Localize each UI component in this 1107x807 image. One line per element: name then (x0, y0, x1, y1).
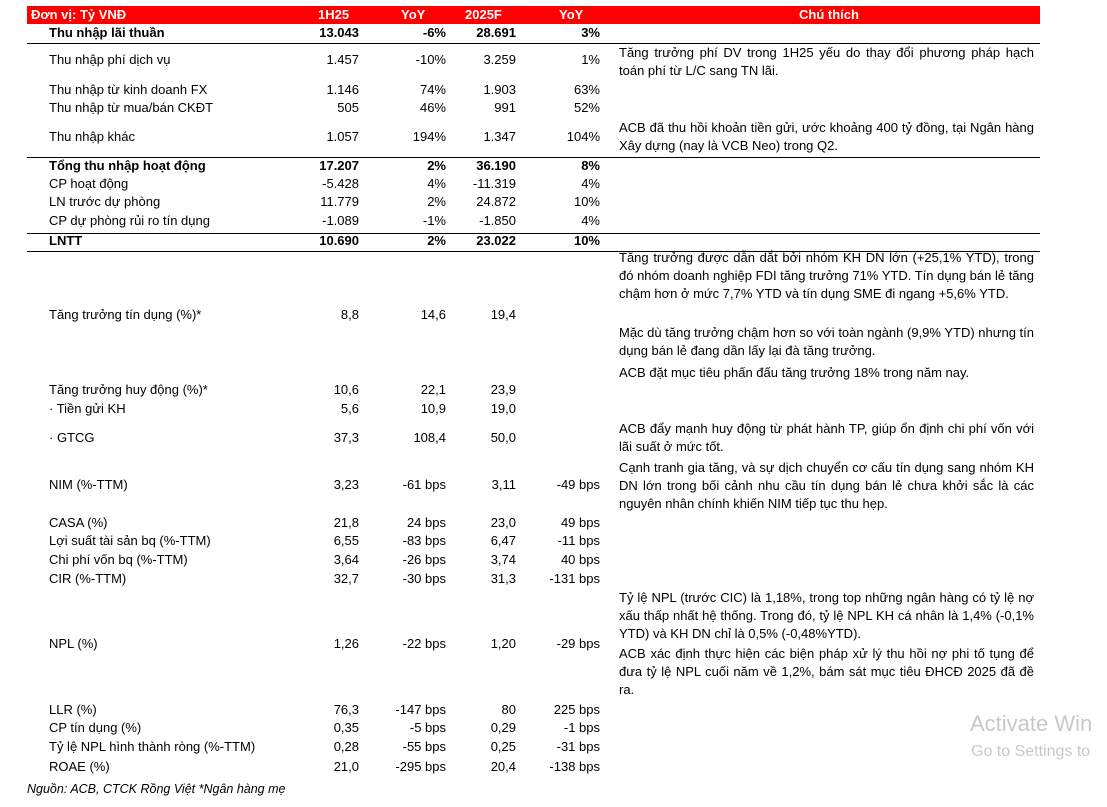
row-label: CP dự phòng rủi ro tín dụng (49, 213, 210, 228)
row-label: Tăng trưởng huy động (%)* (49, 382, 208, 397)
value-2025f: 0,25 (490, 739, 516, 754)
value-yoy-1h25: -26 bps (402, 552, 446, 567)
activate-windows-watermark: Activate Win (970, 711, 1093, 736)
row-label: · Tiền gửi KH (49, 401, 126, 416)
row-label: ROAE (%) (49, 759, 110, 774)
value-1h25: 0,28 (333, 739, 359, 754)
value-1h25: 76,3 (333, 702, 359, 717)
value-2025f: 0,29 (490, 720, 516, 735)
col-yoy-2: YoY (559, 7, 584, 22)
col-1h25: 1H25 (318, 7, 350, 22)
value-yoy-1h25: 4% (427, 176, 446, 191)
row-label: CASA (%) (49, 515, 108, 530)
value-2025f: 19,0 (490, 401, 516, 416)
row-label: · GTCG (49, 430, 95, 445)
value-1h25: 1,26 (333, 636, 359, 651)
value-yoy-2025f: -31 bps (556, 739, 600, 754)
row-label: Thu nhập khác (49, 129, 136, 144)
value-2025f: 28.691 (476, 25, 516, 40)
value-yoy-1h25: -147 bps (395, 702, 446, 717)
value-yoy-2025f: 4% (581, 176, 600, 191)
value-yoy-1h25: -55 bps (402, 739, 446, 754)
value-2025f: 50,0 (490, 430, 516, 445)
value-yoy-1h25: -5 bps (409, 720, 446, 735)
value-yoy-2025f: -11 bps (557, 533, 600, 548)
unit-label: Đơn vị: Tỷ VNĐ (31, 7, 127, 22)
value-yoy-1h25: -10% (415, 52, 446, 67)
value-yoy-2025f: -49 bps (556, 477, 600, 492)
value-1h25: 1.457 (326, 52, 359, 67)
value-yoy-1h25: 2% (427, 233, 446, 248)
row-label: LN trước dự phòng (49, 194, 161, 209)
value-1h25: -5.428 (322, 176, 359, 191)
note-npl-2: ACB xác định thực hiện các biện pháp xử lý thu hồi nợ phi tố tụng để đưa tỷ lệ NPL cuối năm về 1,2%, bám sát mục tiêu ĐHCĐ 2025 đã đề ra. (619, 646, 1034, 698)
value-yoy-1h25: 24 bps (406, 515, 446, 530)
value-yoy-2025f: 4% (581, 213, 600, 228)
note-gtcg: ACB đẩy mạnh huy động từ phát hành TP, giúp ổn định chi phí vốn với lãi suất ở mức tốt. (619, 421, 1034, 455)
value-1h25: 10,6 (333, 382, 359, 397)
row-label: LNTT (49, 233, 83, 248)
value-yoy-2025f: -138 bps (549, 759, 600, 774)
value-1h25: 1.146 (326, 82, 359, 97)
value-2025f: 36.190 (476, 158, 516, 173)
value-yoy-1h25: 14,6 (420, 307, 446, 322)
value-2025f: 20,4 (490, 759, 516, 774)
value-1h25: 505 (337, 100, 359, 115)
value-2025f: 80 (501, 702, 516, 717)
value-yoy-1h25: 2% (427, 194, 446, 209)
value-2025f: -1.850 (479, 213, 516, 228)
value-1h25: 37,3 (333, 430, 359, 445)
row-label: CP hoạt động (49, 176, 129, 191)
value-2025f: -11.319 (472, 176, 516, 191)
value-yoy-1h25: -83 bps (402, 533, 446, 548)
value-1h25: 11.779 (320, 194, 359, 209)
value-1h25: 10.690 (319, 233, 359, 248)
row-label: CP tín dụng (%) (49, 720, 142, 735)
source-note: Nguồn: ACB, CTCK Rồng Việt *Ngân hàng mẹ (27, 782, 286, 796)
value-2025f: 23,0 (490, 515, 516, 530)
value-yoy-1h25: -6% (422, 25, 446, 40)
value-2025f: 3,11 (491, 477, 516, 492)
value-1h25: 1.057 (326, 129, 359, 144)
value-yoy-2025f: 10% (573, 233, 600, 248)
value-yoy-1h25: 22,1 (420, 382, 446, 397)
value-1h25: 21,0 (333, 759, 359, 774)
value-2025f: 1,20 (490, 636, 516, 651)
table-header (27, 6, 1040, 24)
value-2025f: 23.022 (476, 233, 516, 248)
value-1h25: 0,35 (333, 720, 359, 735)
row-label: Tỷ lệ NPL hình thành ròng (%-TTM) (49, 739, 256, 754)
value-yoy-1h25: 2% (427, 158, 446, 173)
value-1h25: 3,23 (333, 477, 359, 492)
value-yoy-1h25: -61 bps (402, 477, 446, 492)
value-2025f: 3.259 (483, 52, 516, 67)
value-yoy-2025f: 40 bps (560, 552, 600, 567)
value-yoy-1h25: -1% (422, 213, 446, 228)
value-1h25: 5,6 (340, 401, 359, 416)
note-npl-1: Tỷ lệ NPL (trước CIC) là 1,18%, trong top những ngân hàng có tỷ lệ nợ xấu thấp nhất hệ thống. Trong đó, tỷ lệ NPL KH cá nhân là 1,4% (-0,1% YTD) và KH DN chỉ là 0,5% (-0,48%YTD). (619, 590, 1034, 642)
value-1h25: 21,8 (333, 515, 359, 530)
value-2025f: 991 (494, 100, 516, 115)
value-2025f: 1.903 (483, 82, 516, 97)
value-yoy-1h25: -22 bps (402, 636, 446, 651)
row-label: Thu nhập từ mua/bán CKĐT (49, 100, 214, 115)
note-service-fee: Tăng trưởng phí DV trong 1H25 yếu do thay đổi phương pháp hạch toán phí từ L/C sang TN lãi. (619, 45, 1034, 79)
col-yoy-1: YoY (401, 7, 426, 22)
value-1h25: 3,64 (333, 552, 359, 567)
value-2025f: 6,47 (490, 533, 516, 548)
row-label: LLR (%) (49, 702, 97, 717)
value-1h25: 32,7 (333, 571, 359, 586)
value-yoy-2025f: 8% (581, 158, 600, 173)
row-label: NPL (%) (49, 636, 98, 651)
row-divider (27, 157, 1040, 158)
row-divider (27, 233, 1040, 234)
value-yoy-2025f: 225 bps (553, 702, 600, 717)
value-yoy-1h25: 108,4 (413, 430, 446, 445)
row-label: Chi phí vốn bq (%-TTM) (49, 552, 188, 567)
row-label: Tổng thu nhập hoạt động (49, 158, 206, 173)
value-yoy-2025f: -131 bps (549, 571, 600, 586)
value-yoy-2025f: 3% (581, 25, 600, 40)
value-yoy-1h25: 194% (412, 129, 446, 144)
value-2025f: 23,9 (490, 382, 516, 397)
activate-windows-settings-hint: Go to Settings to (971, 743, 1091, 760)
col-note: Chú thích (799, 7, 859, 22)
note-credit-growth-1: Tăng trưởng được dẫn dắt bởi nhóm KH DN lớn (+25,1% YTD), trong đó nhóm doanh nghiệp FDI tăng trưởng 71% YTD. Tín dụng bán lẻ tăng chậm hơn ở mức 7,7% YTD và tín dụng SME đi ngang +5,6% YTD. (619, 250, 1034, 302)
value-yoy-2025f: -1 bps (563, 720, 600, 735)
col-2025f: 2025F (465, 7, 502, 22)
row-divider (27, 43, 1040, 44)
value-1h25: -1.089 (322, 213, 359, 228)
row-label: Lợi suất tài sản bq (%-TTM) (49, 533, 211, 548)
value-2025f: 3,74 (490, 552, 516, 567)
value-2025f: 1.347 (483, 129, 516, 144)
row-label: Thu nhập phí dịch vụ (49, 52, 171, 67)
value-1h25: 6,55 (333, 533, 359, 548)
value-yoy-2025f: 49 bps (560, 515, 600, 530)
row-label: NIM (%-TTM) (49, 477, 128, 492)
value-2025f: 31,3 (490, 571, 516, 586)
value-yoy-1h25: 10,9 (420, 401, 446, 416)
value-yoy-1h25: 74% (419, 82, 446, 97)
value-2025f: 19,4 (490, 307, 516, 322)
value-1h25: 17.207 (319, 158, 359, 173)
row-label: Tăng trưởng tín dụng (%)* (49, 307, 202, 322)
value-yoy-2025f: 1% (581, 52, 600, 67)
value-yoy-2025f: 63% (573, 82, 600, 97)
note-credit-growth-2: Mặc dù tăng trưởng chậm hơn so với toàn ngành (9,9% YTD) nhưng tín dụng bán lẻ đang dần lấy lại đà tăng trưởng. (619, 325, 1034, 359)
value-1h25: 8,8 (340, 307, 359, 322)
row-label: Thu nhập từ kinh doanh FX (49, 82, 208, 97)
note-other-income: ACB đã thu hồi khoản tiền gửi, ước khoảng 400 tỷ đồng, tại Ngân hàng Xây dựng (nay là VCB Neo) trong Q2. (619, 120, 1034, 154)
value-yoy-2025f: 52% (573, 100, 600, 115)
row-label: CIR (%-TTM) (49, 571, 127, 586)
value-yoy-2025f: 104% (566, 129, 600, 144)
row-label: Thu nhập lãi thuần (49, 25, 165, 40)
value-yoy-2025f: -29 bps (556, 636, 600, 651)
value-yoy-2025f: 10% (573, 194, 600, 209)
value-yoy-1h25: -295 bps (395, 759, 446, 774)
row-divider (27, 251, 1040, 252)
value-yoy-1h25: 46% (419, 100, 446, 115)
note-nim: Cạnh tranh gia tăng, và sự dịch chuyển cơ cấu tín dụng sang nhóm KH DN lớn trong bối cảnh nhu cầu tín dụng bán lẻ chưa khởi sắc là các nguyên nhân chính khiến NIM tiếp tục thu hẹp. (619, 460, 1034, 512)
note-credit-growth-3: ACB đặt mục tiêu phấn đấu tăng trưởng 18% trong năm nay. (619, 365, 970, 380)
value-1h25: 13.043 (319, 25, 359, 40)
value-2025f: 24.872 (476, 194, 516, 209)
value-yoy-1h25: -30 bps (402, 571, 446, 586)
